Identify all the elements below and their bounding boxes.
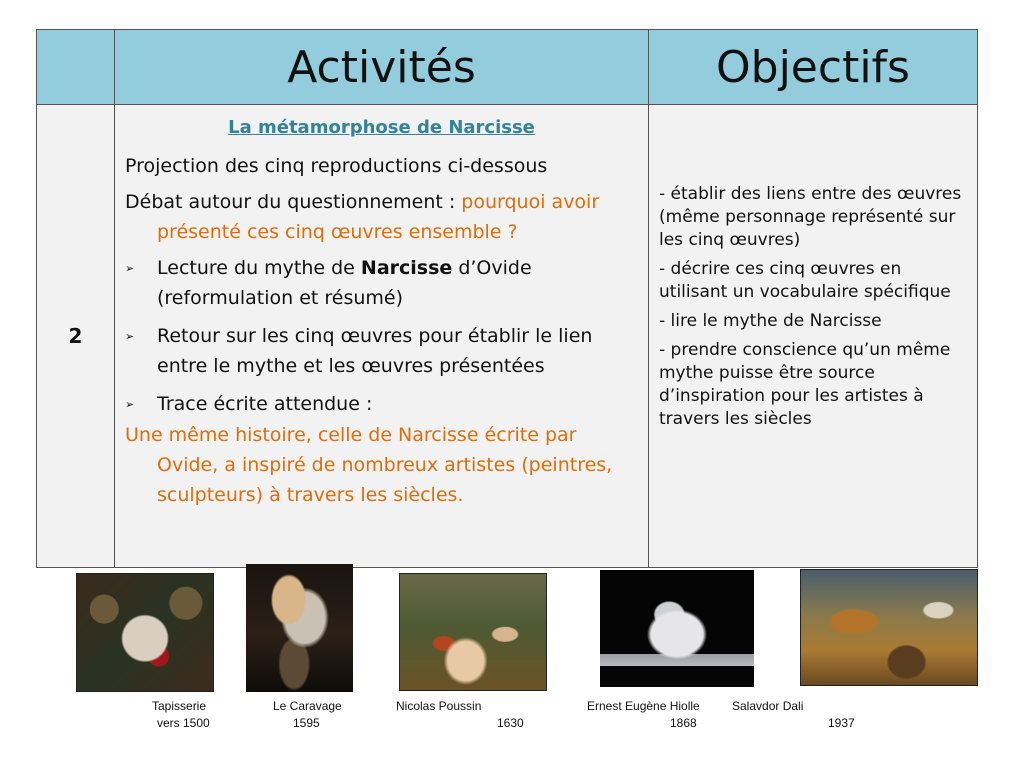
activity-title: La métamorphose de Narcisse — [228, 117, 535, 138]
arrow-bullet-icon: ➢ — [125, 330, 135, 343]
debate-question: pourquoi avoir présenté ces cinq œuvres ensemble ? — [157, 191, 600, 243]
activity-item-2: Débat autour du questionnement : pourquoi avoir présenté ces cinq œuvres ensemble ? — [125, 191, 600, 243]
caption-date-hiolle: 1868 — [670, 716, 697, 730]
row-number-cell — [37, 105, 115, 567]
dali-image — [800, 569, 978, 686]
objective-item: - établir des liens entre des œuvres (même personnage représenté sur les cinq œuvres) — [659, 184, 962, 250]
narcisse-bold: Narcisse — [360, 257, 453, 279]
header-empty-cell — [37, 30, 115, 105]
activity-bullet-1: ➢ Lecture du mythe de Narcisse d’Ovide (reformulation et résumé) — [125, 253, 638, 313]
tapestry-image — [76, 573, 214, 692]
caption-name-poussin: Nicolas Poussin — [396, 699, 482, 713]
caption-name-hiolle: Ernest Eugène Hiolle — [587, 699, 700, 713]
caption-date-poussin: 1630 — [497, 716, 524, 730]
activity-bullet-2: ➢ Retour sur les cinq œuvres pour établir le lien entre le mythe et les œuvres présentées — [125, 321, 638, 381]
header-activites: Activités — [115, 30, 649, 105]
row-number: 2 — [68, 324, 83, 348]
poussin-image — [399, 573, 547, 691]
activity-bullet-3: ➢ Trace écrite attendue : — [125, 389, 638, 420]
activity-item-1: Projection des cinq reproductions ci-dessous — [125, 155, 548, 177]
caption-name-dali: Salavdor Dali — [732, 699, 804, 713]
objectives-cell — [649, 105, 977, 567]
activities-cell — [115, 105, 649, 567]
header-objectifs: Objectifs — [649, 30, 977, 105]
caption-date-caravaggio: 1595 — [293, 716, 320, 730]
objective-item: - décrire ces cinq œuvres en utilisant un vocabulaire spécifique — [659, 259, 951, 302]
caption-name-caravaggio: Le Caravage — [273, 699, 342, 713]
objective-item: - lire le mythe de Narcisse — [659, 311, 882, 331]
objective-item: - prendre conscience qu’un même mythe puisse être source d’inspiration pour les artistes à travers les siècles — [659, 340, 951, 429]
caption-date-tapestry: vers 1500 — [157, 716, 210, 730]
caravaggio-image — [246, 564, 353, 692]
caption-name-tapestry: Tapisserie — [152, 699, 207, 713]
conclusion-text: Une même histoire, celle de Narcisse écrite par Ovide, a inspiré de nombreux artistes (peintres, sculpteurs) à travers les siècles. — [125, 424, 613, 506]
arrow-bullet-icon: ➢ — [125, 262, 135, 275]
hiolle-sculpture-image — [600, 570, 754, 687]
arrow-bullet-icon: ➢ — [125, 398, 135, 411]
caption-date-dali: 1937 — [828, 716, 855, 730]
lesson-table — [36, 29, 978, 568]
